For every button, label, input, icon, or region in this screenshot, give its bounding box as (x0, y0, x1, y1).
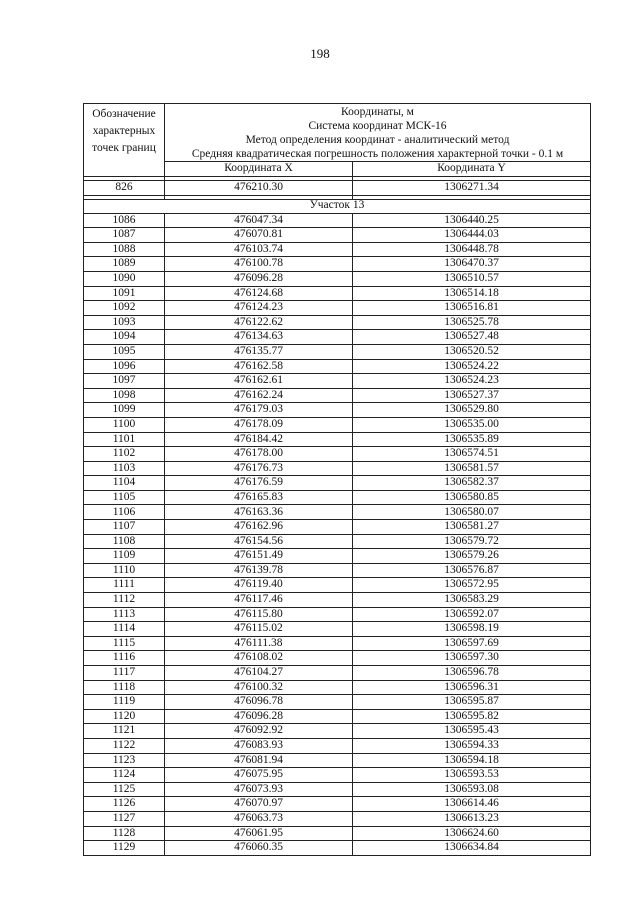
point-id: 1108 (84, 534, 165, 549)
point-id: 1101 (84, 432, 165, 447)
coordinate-y: 1306572.95 (353, 578, 591, 593)
section-title: Участок 13 (84, 199, 591, 213)
coordinate-x: 476179.03 (165, 403, 353, 418)
point-id: 1122 (84, 738, 165, 753)
coordinate-x: 476210.30 (165, 181, 353, 196)
table-row (84, 607, 591, 622)
header-right-line: Координаты, м (341, 106, 414, 118)
point-id: 1092 (84, 301, 165, 316)
table-row (84, 505, 591, 520)
coordinate-y: 1306524.23 (353, 374, 591, 389)
coordinate-x: 476081.94 (165, 753, 353, 768)
point-id: 1121 (84, 724, 165, 739)
coordinate-y: 1306527.37 (353, 388, 591, 403)
header-right-line: Средняя квадратическая погрешность положения характерной точки - 0.1 м (191, 148, 564, 160)
coordinate-x: 476119.40 (165, 578, 353, 593)
table-row (84, 636, 591, 651)
column-header-x: Координата X (165, 162, 353, 177)
point-id: 1118 (84, 680, 165, 695)
coordinate-x: 476070.81 (165, 228, 353, 243)
coordinate-x: 476176.73 (165, 461, 353, 476)
table-row (84, 841, 591, 856)
coordinate-x: 476073.93 (165, 782, 353, 797)
coordinate-y: 1306595.82 (353, 709, 591, 724)
point-id: 1091 (84, 286, 165, 301)
coordinate-y: 1306576.87 (353, 563, 591, 578)
point-id: 1098 (84, 388, 165, 403)
point-id: 1129 (84, 841, 165, 856)
coordinate-x: 476151.49 (165, 549, 353, 564)
coordinate-x: 476111.38 (165, 636, 353, 651)
header-right-line: Метод определения координат - аналитический метод (245, 134, 510, 146)
coordinate-y: 1306529.80 (353, 403, 591, 418)
coordinate-x: 476135.77 (165, 344, 353, 359)
coordinate-y: 1306597.69 (353, 636, 591, 651)
coordinate-y: 1306520.52 (353, 344, 591, 359)
coordinate-y: 1306524.22 (353, 359, 591, 374)
table-row (84, 301, 591, 316)
header-point-designation (84, 104, 165, 177)
coordinate-y: 1306579.26 (353, 549, 591, 564)
table-row (84, 447, 591, 462)
coordinate-y: 1306581.27 (353, 520, 591, 535)
point-id: 1103 (84, 461, 165, 476)
point-id: 1096 (84, 359, 165, 374)
table-row (84, 768, 591, 783)
point-id: 1124 (84, 768, 165, 783)
point-id: 1119 (84, 695, 165, 710)
point-id: 1086 (84, 213, 165, 228)
table-row (84, 622, 591, 637)
coordinate-x: 476096.28 (165, 709, 353, 724)
coordinate-x: 476096.78 (165, 695, 353, 710)
table-row (84, 344, 591, 359)
coordinate-y: 1306614.46 (353, 797, 591, 812)
coordinate-y: 1306535.89 (353, 432, 591, 447)
table-row (84, 257, 591, 272)
coordinate-y: 1306596.31 (353, 680, 591, 695)
coordinate-x: 476092.92 (165, 724, 353, 739)
table-row (84, 417, 591, 432)
coordinate-y: 1306535.00 (353, 417, 591, 432)
table-row (84, 330, 591, 345)
coordinate-x: 476117.46 (165, 593, 353, 608)
coordinate-x: 476104.27 (165, 666, 353, 681)
table-row (84, 651, 591, 666)
coordinate-x: 476165.83 (165, 490, 353, 505)
coordinate-x: 476100.32 (165, 680, 353, 695)
coordinate-y: 1306597.30 (353, 651, 591, 666)
coordinate-y: 1306440.25 (353, 213, 591, 228)
coordinate-x: 476070.97 (165, 797, 353, 812)
point-id: 1110 (84, 563, 165, 578)
coordinate-x: 476083.93 (165, 738, 353, 753)
table-row (84, 811, 591, 826)
coordinate-y: 1306580.85 (353, 490, 591, 505)
point-id: 1123 (84, 753, 165, 768)
coordinate-y: 1306580.07 (353, 505, 591, 520)
coordinate-y: 1306594.33 (353, 738, 591, 753)
coordinate-y: 1306574.51 (353, 447, 591, 462)
point-id: 1117 (84, 666, 165, 681)
header-left-line: Обозначение (92, 108, 156, 120)
point-id: 1115 (84, 636, 165, 651)
coordinate-x: 476162.58 (165, 359, 353, 374)
table-row (84, 695, 591, 710)
point-id: 1125 (84, 782, 165, 797)
table-row (84, 593, 591, 608)
coordinate-x: 476096.28 (165, 271, 353, 286)
table-row (84, 578, 591, 593)
coordinate-y: 1306581.57 (353, 461, 591, 476)
coordinate-y: 1306579.72 (353, 534, 591, 549)
point-id: 1113 (84, 607, 165, 622)
table-row (84, 549, 591, 564)
point-id: 1116 (84, 651, 165, 666)
table-row (84, 563, 591, 578)
coordinate-x: 476162.96 (165, 520, 353, 535)
coordinate-y: 1306594.18 (353, 753, 591, 768)
header-left-line: характерных (92, 125, 156, 137)
table-row (84, 476, 591, 491)
point-id: 1087 (84, 228, 165, 243)
coordinates-table (83, 103, 591, 856)
point-id: 1093 (84, 315, 165, 330)
table-row (84, 520, 591, 535)
point-id: 1107 (84, 520, 165, 535)
point-id: 1112 (84, 593, 165, 608)
table-row (84, 826, 591, 841)
coordinate-x: 476108.02 (165, 651, 353, 666)
coordinate-x: 476060.35 (165, 841, 353, 856)
point-id: 1097 (84, 374, 165, 389)
table-row (84, 374, 591, 389)
coordinate-x: 476063.73 (165, 811, 353, 826)
point-id: 1090 (84, 271, 165, 286)
coordinate-x: 476178.00 (165, 447, 353, 462)
coordinate-y: 1306624.60 (353, 826, 591, 841)
coordinate-x: 476178.09 (165, 417, 353, 432)
point-id: 1109 (84, 549, 165, 564)
coordinate-y: 1306595.43 (353, 724, 591, 739)
point-id: 1099 (84, 403, 165, 418)
point-id: 1127 (84, 811, 165, 826)
table-row (84, 797, 591, 812)
coordinate-x: 476134.63 (165, 330, 353, 345)
coordinate-y: 1306444.03 (353, 228, 591, 243)
coordinate-y: 1306527.48 (353, 330, 591, 345)
coordinate-x: 476047.34 (165, 213, 353, 228)
point-id: 1114 (84, 622, 165, 637)
coordinate-x: 476163.36 (165, 505, 353, 520)
coordinate-y: 1306593.53 (353, 768, 591, 783)
coordinate-y: 1306634.84 (353, 841, 591, 856)
point-id: 1104 (84, 476, 165, 491)
coordinate-x: 476061.95 (165, 826, 353, 841)
point-id: 1105 (84, 490, 165, 505)
coordinate-x: 476115.02 (165, 622, 353, 637)
table-row (84, 286, 591, 301)
page-number: 198 (310, 46, 330, 61)
point-id: 1095 (84, 344, 165, 359)
table-row (84, 213, 591, 228)
point-id: 1089 (84, 257, 165, 272)
coordinate-x: 476103.74 (165, 242, 353, 257)
column-header-y: Координата Y (353, 162, 591, 177)
table-row (84, 738, 591, 753)
table-row (84, 782, 591, 797)
coordinate-x: 476176.59 (165, 476, 353, 491)
coordinate-x: 476100.78 (165, 257, 353, 272)
coordinate-y: 1306582.37 (353, 476, 591, 491)
coordinate-x: 476075.95 (165, 768, 353, 783)
coordinate-y: 1306595.87 (353, 695, 591, 710)
coordinate-y: 1306525.78 (353, 315, 591, 330)
point-id: 1120 (84, 709, 165, 724)
coordinate-y: 1306592.07 (353, 607, 591, 622)
coordinate-x: 476154.56 (165, 534, 353, 549)
header-coordinates (165, 104, 591, 162)
table-row (84, 359, 591, 374)
coordinate-x: 476124.23 (165, 301, 353, 316)
table-row (84, 271, 591, 286)
coordinate-y: 1306613.23 (353, 811, 591, 826)
table-row (84, 709, 591, 724)
point-id: 1094 (84, 330, 165, 345)
coordinate-x: 476162.24 (165, 388, 353, 403)
table-row (84, 403, 591, 418)
point-id: 1088 (84, 242, 165, 257)
coordinate-x: 476124.68 (165, 286, 353, 301)
table-row (84, 461, 591, 476)
coordinate-y: 1306510.57 (353, 271, 591, 286)
coordinate-y: 1306598.19 (353, 622, 591, 637)
coordinate-x: 476184.42 (165, 432, 353, 447)
header-right-line: Система координат МСК-16 (308, 120, 447, 132)
coordinate-x: 476115.80 (165, 607, 353, 622)
coordinate-y: 1306514.18 (353, 286, 591, 301)
point-id: 1106 (84, 505, 165, 520)
table-row (84, 242, 591, 257)
point-id: 1100 (84, 417, 165, 432)
point-id: 1126 (84, 797, 165, 812)
coordinate-y: 1306596.78 (353, 666, 591, 681)
header-left-line: точек границ (92, 142, 156, 154)
coordinate-y: 1306516.81 (353, 301, 591, 316)
point-id: 1102 (84, 447, 165, 462)
coordinate-y: 1306470.37 (353, 257, 591, 272)
table-row (84, 228, 591, 243)
coordinate-x: 476139.78 (165, 563, 353, 578)
table-row (84, 490, 591, 505)
table-row (84, 432, 591, 447)
table-row (84, 388, 591, 403)
point-id: 1111 (84, 578, 165, 593)
coordinate-y: 1306271.34 (353, 181, 591, 196)
table-row (84, 724, 591, 739)
point-id: 1128 (84, 826, 165, 841)
table-row (84, 534, 591, 549)
point-id: 826 (84, 181, 165, 196)
table-row (84, 315, 591, 330)
coordinate-y: 1306593.08 (353, 782, 591, 797)
coordinate-x: 476162.61 (165, 374, 353, 389)
table-row (84, 181, 591, 196)
table-row (84, 753, 591, 768)
coordinate-y: 1306583.29 (353, 593, 591, 608)
coordinate-y: 1306448.78 (353, 242, 591, 257)
table-row (84, 666, 591, 681)
coordinate-x: 476122.62 (165, 315, 353, 330)
table-row (84, 680, 591, 695)
